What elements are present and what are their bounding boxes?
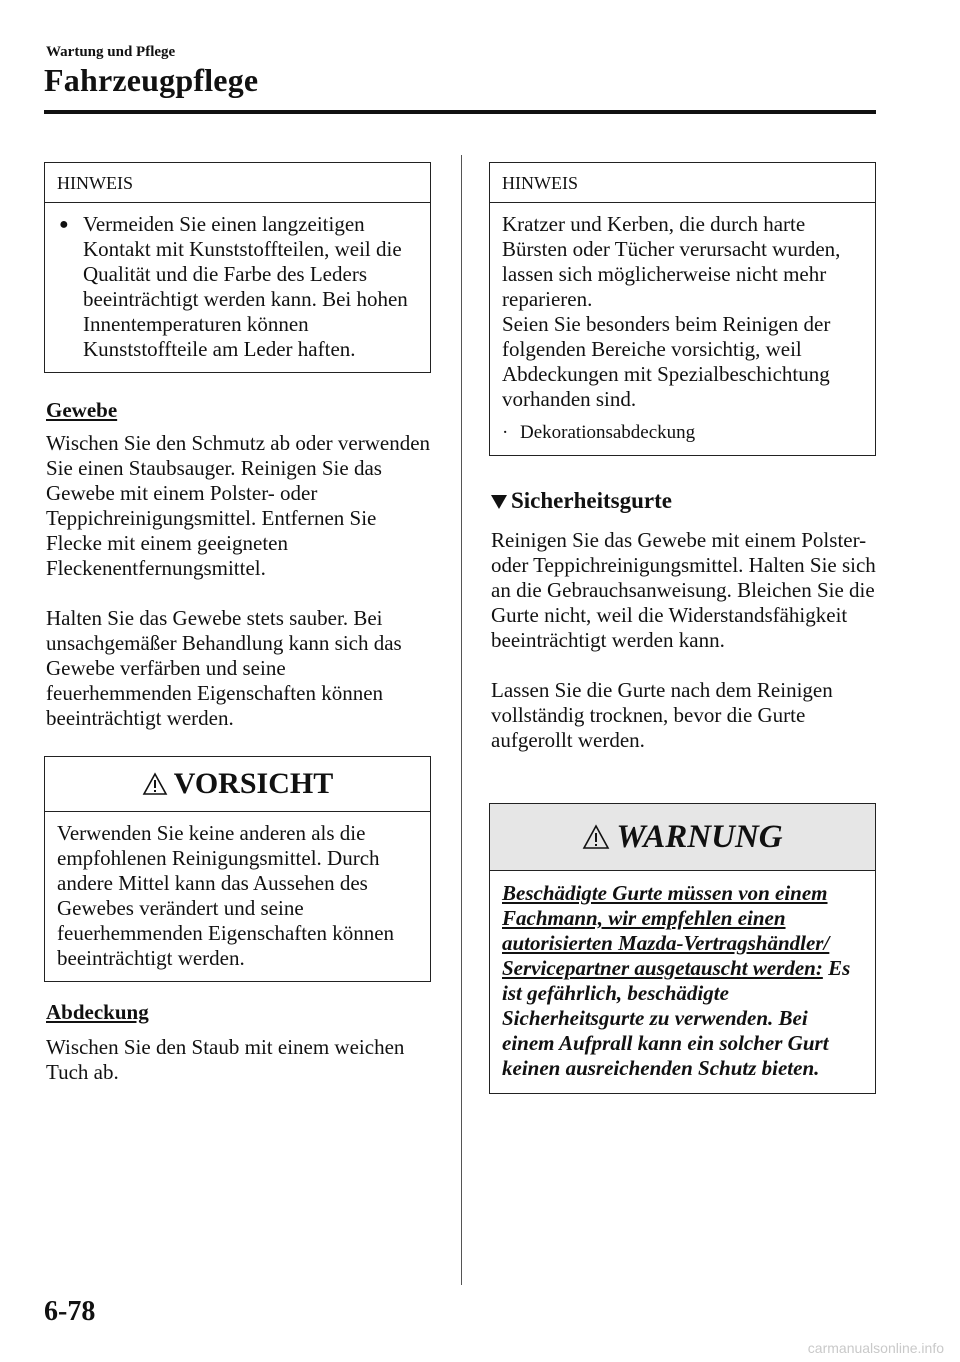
section-triangle-icon [491,495,507,509]
gewebe-section [46,398,431,731]
vorsicht-box [44,756,431,982]
sicherheitsgurte-para-2: Lassen Sie die Gurte nach dem Reinigen vollständig trocknen, bevor die Gurte aufgerollt werden. [491,678,833,752]
column-divider [461,155,462,1285]
vorsicht-label: VORSICHT [173,767,334,800]
hinweis-para-1: Kratzer und Kerben, die durch harte Bürsten oder Tücher verursacht wurden, lassen sich möglicherweise nicht mehr reparieren. [502,212,841,311]
warning-triangle-icon [582,824,610,850]
hinweis-box-right [489,162,876,456]
abdeckung-heading: Abdeckung [46,1000,149,1024]
warning-triangle-icon [142,772,168,796]
warnung-underlined-text: Beschädigte Gurte müssen von einem Fachmann, wir empfehlen einen autorisierten Mazda-Vertragshändler/ Servicepartner ausgetauscht werden: [502,881,830,980]
sicherheitsgurte-section [491,488,876,753]
sicherheitsgurte-para-1: Reinigen Sie das Gewebe mit einem Polster- oder Teppichreinigungsmittel. Halten Sie sich an die Gebrauchsanweisung. Bleichen Sie die Gurte nicht, weil die Widerstandsfähigkeit beeinträchtigt werden kann. [491,528,876,652]
sicherheitsgurte-heading [491,488,876,514]
list-item [502,420,863,445]
warnung-label: WARNUNG [616,818,783,855]
hinweis-label: HINWEIS [45,163,430,203]
bullet-item [57,212,418,362]
abdeckung-section [46,1000,431,1085]
gewebe-para-2: Halten Sie das Gewebe stets sauber. Bei unsachgemäßer Behandlung kann sich das Gewebe verfärben und seine feuerhemmenden Eigenschaften können beeinträchtigt werden. [46,606,402,730]
bullet-text: Vermeiden Sie einen langzeitigen Kontakt mit Kunststoffteilen, weil die Qualität und die Farbe des Leders beeinträchtigt werden kann. Bei hohen Innentemperaturen können Kunststoffteile am Leder haften. [83,212,408,361]
vorsicht-header [45,757,430,812]
warnung-header [490,804,875,871]
page-number: 6-78 [44,1296,96,1327]
hinweis-para-2: Seien Sie besonders beim Reinigen der folgenden Bereiche vorsichtig, weil Abdeckungen mit Spezialbeschichtung vorhanden sind. [502,312,831,411]
vorsicht-body: Verwenden Sie keine anderen als die empfohlenen Reinigungsmittel. Durch andere Mittel kann das Aussehen des Gewebes verändert und seine feuerhemmenden Eigenschaften können beeinträchtigt werden. [57,821,395,970]
warnung-text: Es ist gefährlich, beschädigte Sicherheitsgurte zu verwenden. Bei einem Aufprall kann ein solcher Gurt keinen ausreichenden Schutz bieten. [502,956,851,1080]
hinweis-body [490,203,875,455]
hinweis-box-left [44,162,431,373]
gewebe-para-1: Wischen Sie den Schmutz ab oder verwenden Sie einen Staubsauger. Reinigen Sie das Gewebe mit einem Polster- oder Teppichreinigungsmittel. Entfernen Sie Flecke mit einem geeigneten Fleckenentfernungsmittel. [46,431,431,580]
abdeckung-para: Wischen Sie den Staub mit einem weichen Tuch ab. [46,1035,405,1084]
list-marker: · [502,422,509,443]
list-item-text: Dekorationsabdeckung [520,422,696,443]
footer-watermark: carmanualsonline.info [807,1340,944,1356]
gewebe-heading: Gewebe [46,398,118,422]
section-label: Wartung und Pflege [46,44,176,60]
page-title: Fahrzeugpflege [44,62,259,98]
hinweis-label: HINWEIS [490,163,875,203]
hinweis-body [45,203,430,372]
warnung-box [489,803,876,1094]
warnung-body [490,871,875,1093]
sicherheitsgurte-title: Sicherheitsgurte [511,488,672,513]
title-rule [44,110,876,114]
bullet-dot-icon: ● [59,216,69,233]
